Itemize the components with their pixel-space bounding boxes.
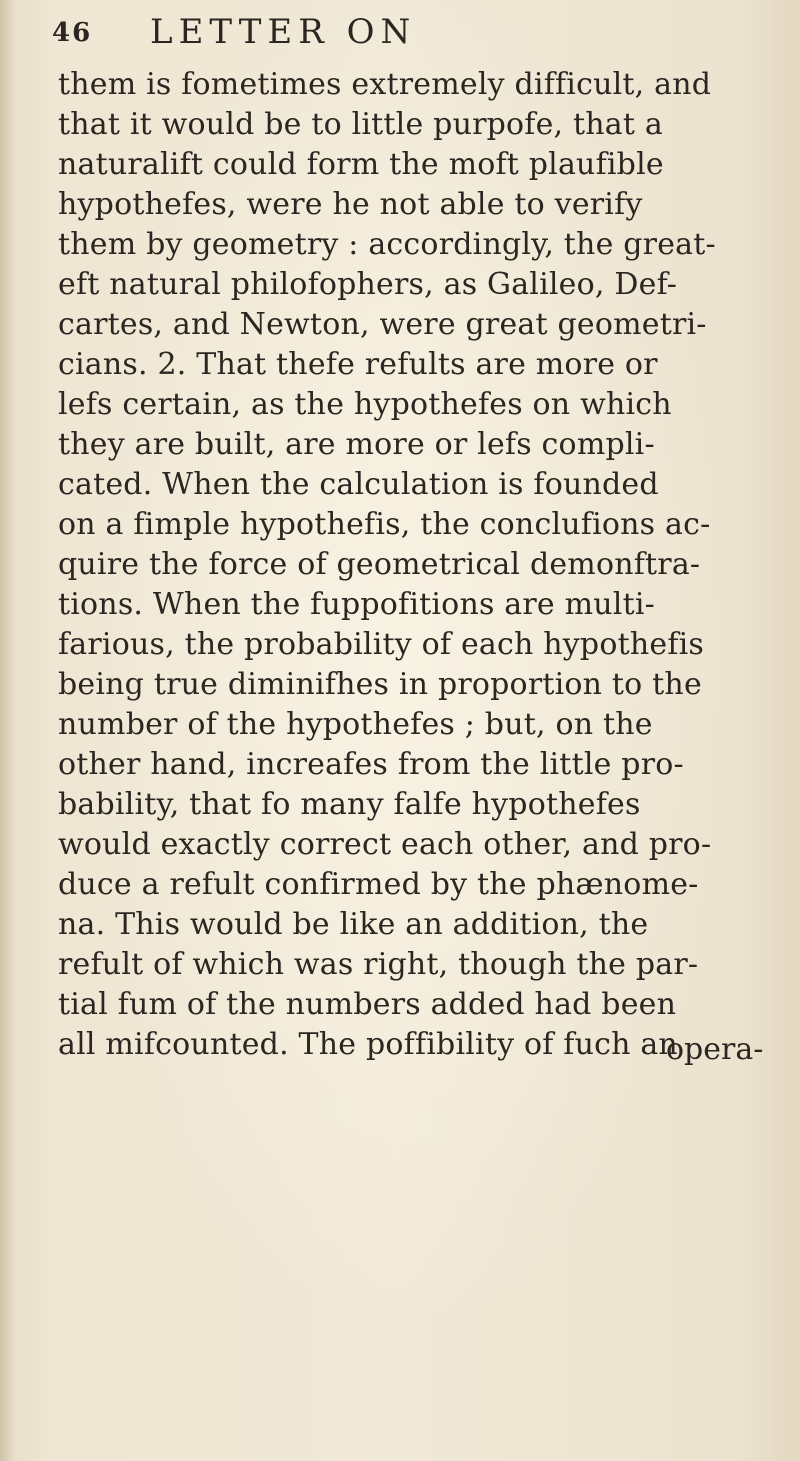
text-line: tions. When the fuppofitions are multi- [58,587,655,622]
page-edge-shadow [0,0,14,1461]
text-line: other hand, increafes from the little pro- [58,747,684,782]
text-line: lefs certain, as the hypothefes on which [58,387,672,422]
text-line: bability, that fo many falfe hypothefes [58,787,641,822]
running-head: LETTER ON [150,12,417,52]
text-line: being true diminifhes in proportion to the [58,667,702,702]
text-line: farious, the probability of each hypothefis [58,627,705,662]
text-line: cartes, and Newton, were great geometri- [58,307,707,342]
text-line: quire the force of geometrical demonftra- [58,547,701,582]
text-line: tial fum of the numbers added had been [58,987,677,1022]
text-line: eft natural philofophers, as Galileo, Def- [58,267,678,302]
text-line: refult of which was right, though the par- [58,947,699,982]
text-line: na. This would be like an addition, the [58,907,649,942]
text-line: number of the hypothefes ; but, on the [58,707,653,742]
text-line: that it would be to little purpofe, that a [58,107,663,142]
text-line: duce a refult confirmed by the phænome- [58,867,699,902]
text-line: naturalift could form the moft plaufible [58,147,664,182]
text-line: them is fometimes extremely difficult, and [58,67,712,102]
text-line: on a fimple hypothefis, the conclufions ac- [58,507,711,542]
text-line: they are built, are more or lefs compli- [58,427,655,462]
page-number: 46 [52,18,93,48]
text-line: cated. When the calculation is founded [58,467,659,502]
catchword: opera- [666,1032,764,1067]
text-line: them by geometry : accordingly, the great- [58,227,716,262]
text-line: cians. 2. That thefe refults are more or [58,347,658,382]
text-line: hypothefes, were he not able to verify [58,187,643,222]
text-line: would exactly correct each other, and pro- [58,827,712,862]
text-line: all mifcounted. The poffibility of fuch an [58,1027,678,1062]
page-header [52,10,752,58]
